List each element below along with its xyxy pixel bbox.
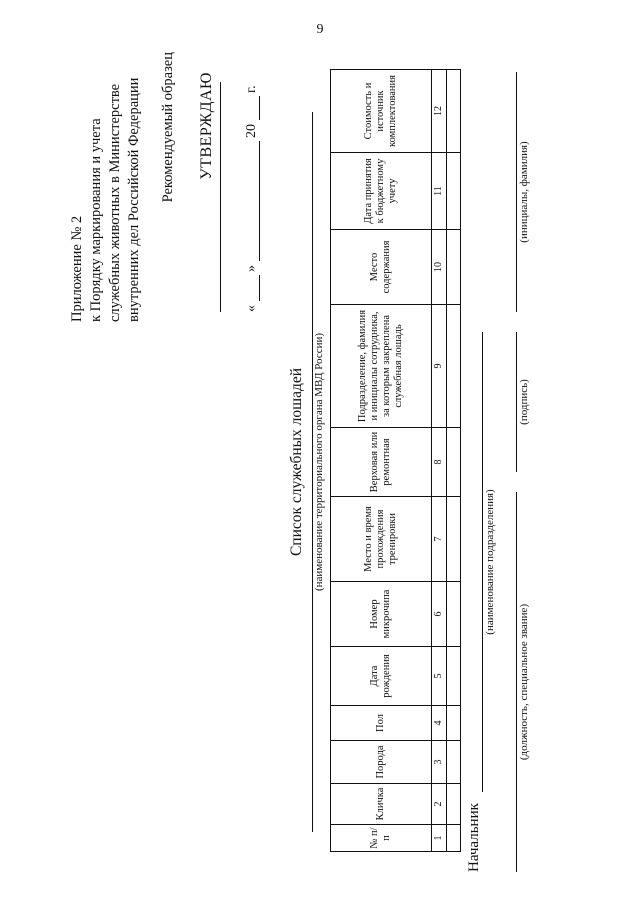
header-training: Место и время прохождения тренировки [331, 497, 432, 582]
header-birth-date: Дата рождения [331, 647, 432, 706]
approve-label: УТВЕРЖДАЮ [198, 72, 215, 180]
page-number: 9 [316, 22, 324, 37]
header-riding-type: Верховая или ремонтная [331, 428, 432, 497]
unit-name-line [482, 332, 483, 792]
year-blank [245, 97, 260, 121]
col-number: 2 [432, 784, 447, 825]
position-line [516, 492, 517, 872]
horses-table [330, 69, 461, 852]
col-number: 12 [432, 70, 447, 153]
rotated-form [60, 52, 580, 872]
signature-hint: (подпись) [518, 379, 530, 425]
appendix-line: служебных животных в Министерстве [107, 83, 123, 322]
unit-name-hint: (наименование подразделения) [484, 489, 496, 635]
header-sex: Пол [331, 706, 432, 741]
col-number: 9 [432, 305, 447, 428]
date-year-suffix: г. [244, 85, 259, 93]
sample-label: Рекомендуемый образец [160, 52, 176, 203]
month-blank [245, 142, 260, 262]
col-number: 1 [432, 825, 447, 852]
header-keeping-place: Место содержания [331, 230, 432, 305]
appendix-line: Приложение № 2 [69, 215, 85, 322]
header-number: № п/п [331, 825, 432, 852]
table-number-row [432, 70, 447, 852]
col-number: 8 [432, 428, 447, 497]
chief-label: Начальник [466, 803, 482, 872]
col-number: 4 [432, 706, 447, 741]
header-name: Кличка [331, 784, 432, 825]
day-blank [245, 276, 260, 302]
header-accounting-date: Дата принятия к бюджетному учету [331, 153, 432, 230]
appendix-line: к Порядку маркирования и учета [88, 118, 104, 322]
col-number: 10 [432, 230, 447, 305]
document-title: Список служебных лошадей [288, 367, 305, 557]
approve-signature-line [220, 82, 221, 312]
signature-line [516, 332, 517, 472]
name-line [516, 72, 517, 312]
table-empty-row [447, 70, 461, 852]
col-number: 7 [432, 497, 447, 582]
header-breed: Порода [331, 741, 432, 784]
header-assigned-officer: Подразделение, фамилия и инициалы сотрудника, за которым закреплена служебная лошадь [331, 305, 432, 428]
org-name-hint: (наименование территориального органа МВД России) [313, 332, 325, 592]
header-cost-source: Стоимость и источник комплектования [331, 70, 432, 153]
approval-date [244, 72, 260, 312]
date-open-quote: « [244, 305, 259, 312]
appendix-line: внутренних дел Российской Федерации [126, 77, 142, 322]
position-hint: (должность, специальное звание) [518, 603, 530, 761]
date-century: 20 [244, 124, 259, 138]
table-header-row [331, 70, 432, 852]
name-hint: (инициалы, фамилия) [518, 141, 530, 243]
header-microchip: Номер микрочипа [331, 582, 432, 647]
col-number: 3 [432, 741, 447, 784]
col-number: 11 [432, 153, 447, 230]
col-number: 6 [432, 582, 447, 647]
col-number: 5 [432, 647, 447, 706]
date-close-quote: » [244, 265, 259, 272]
appendix-block [68, 52, 144, 322]
